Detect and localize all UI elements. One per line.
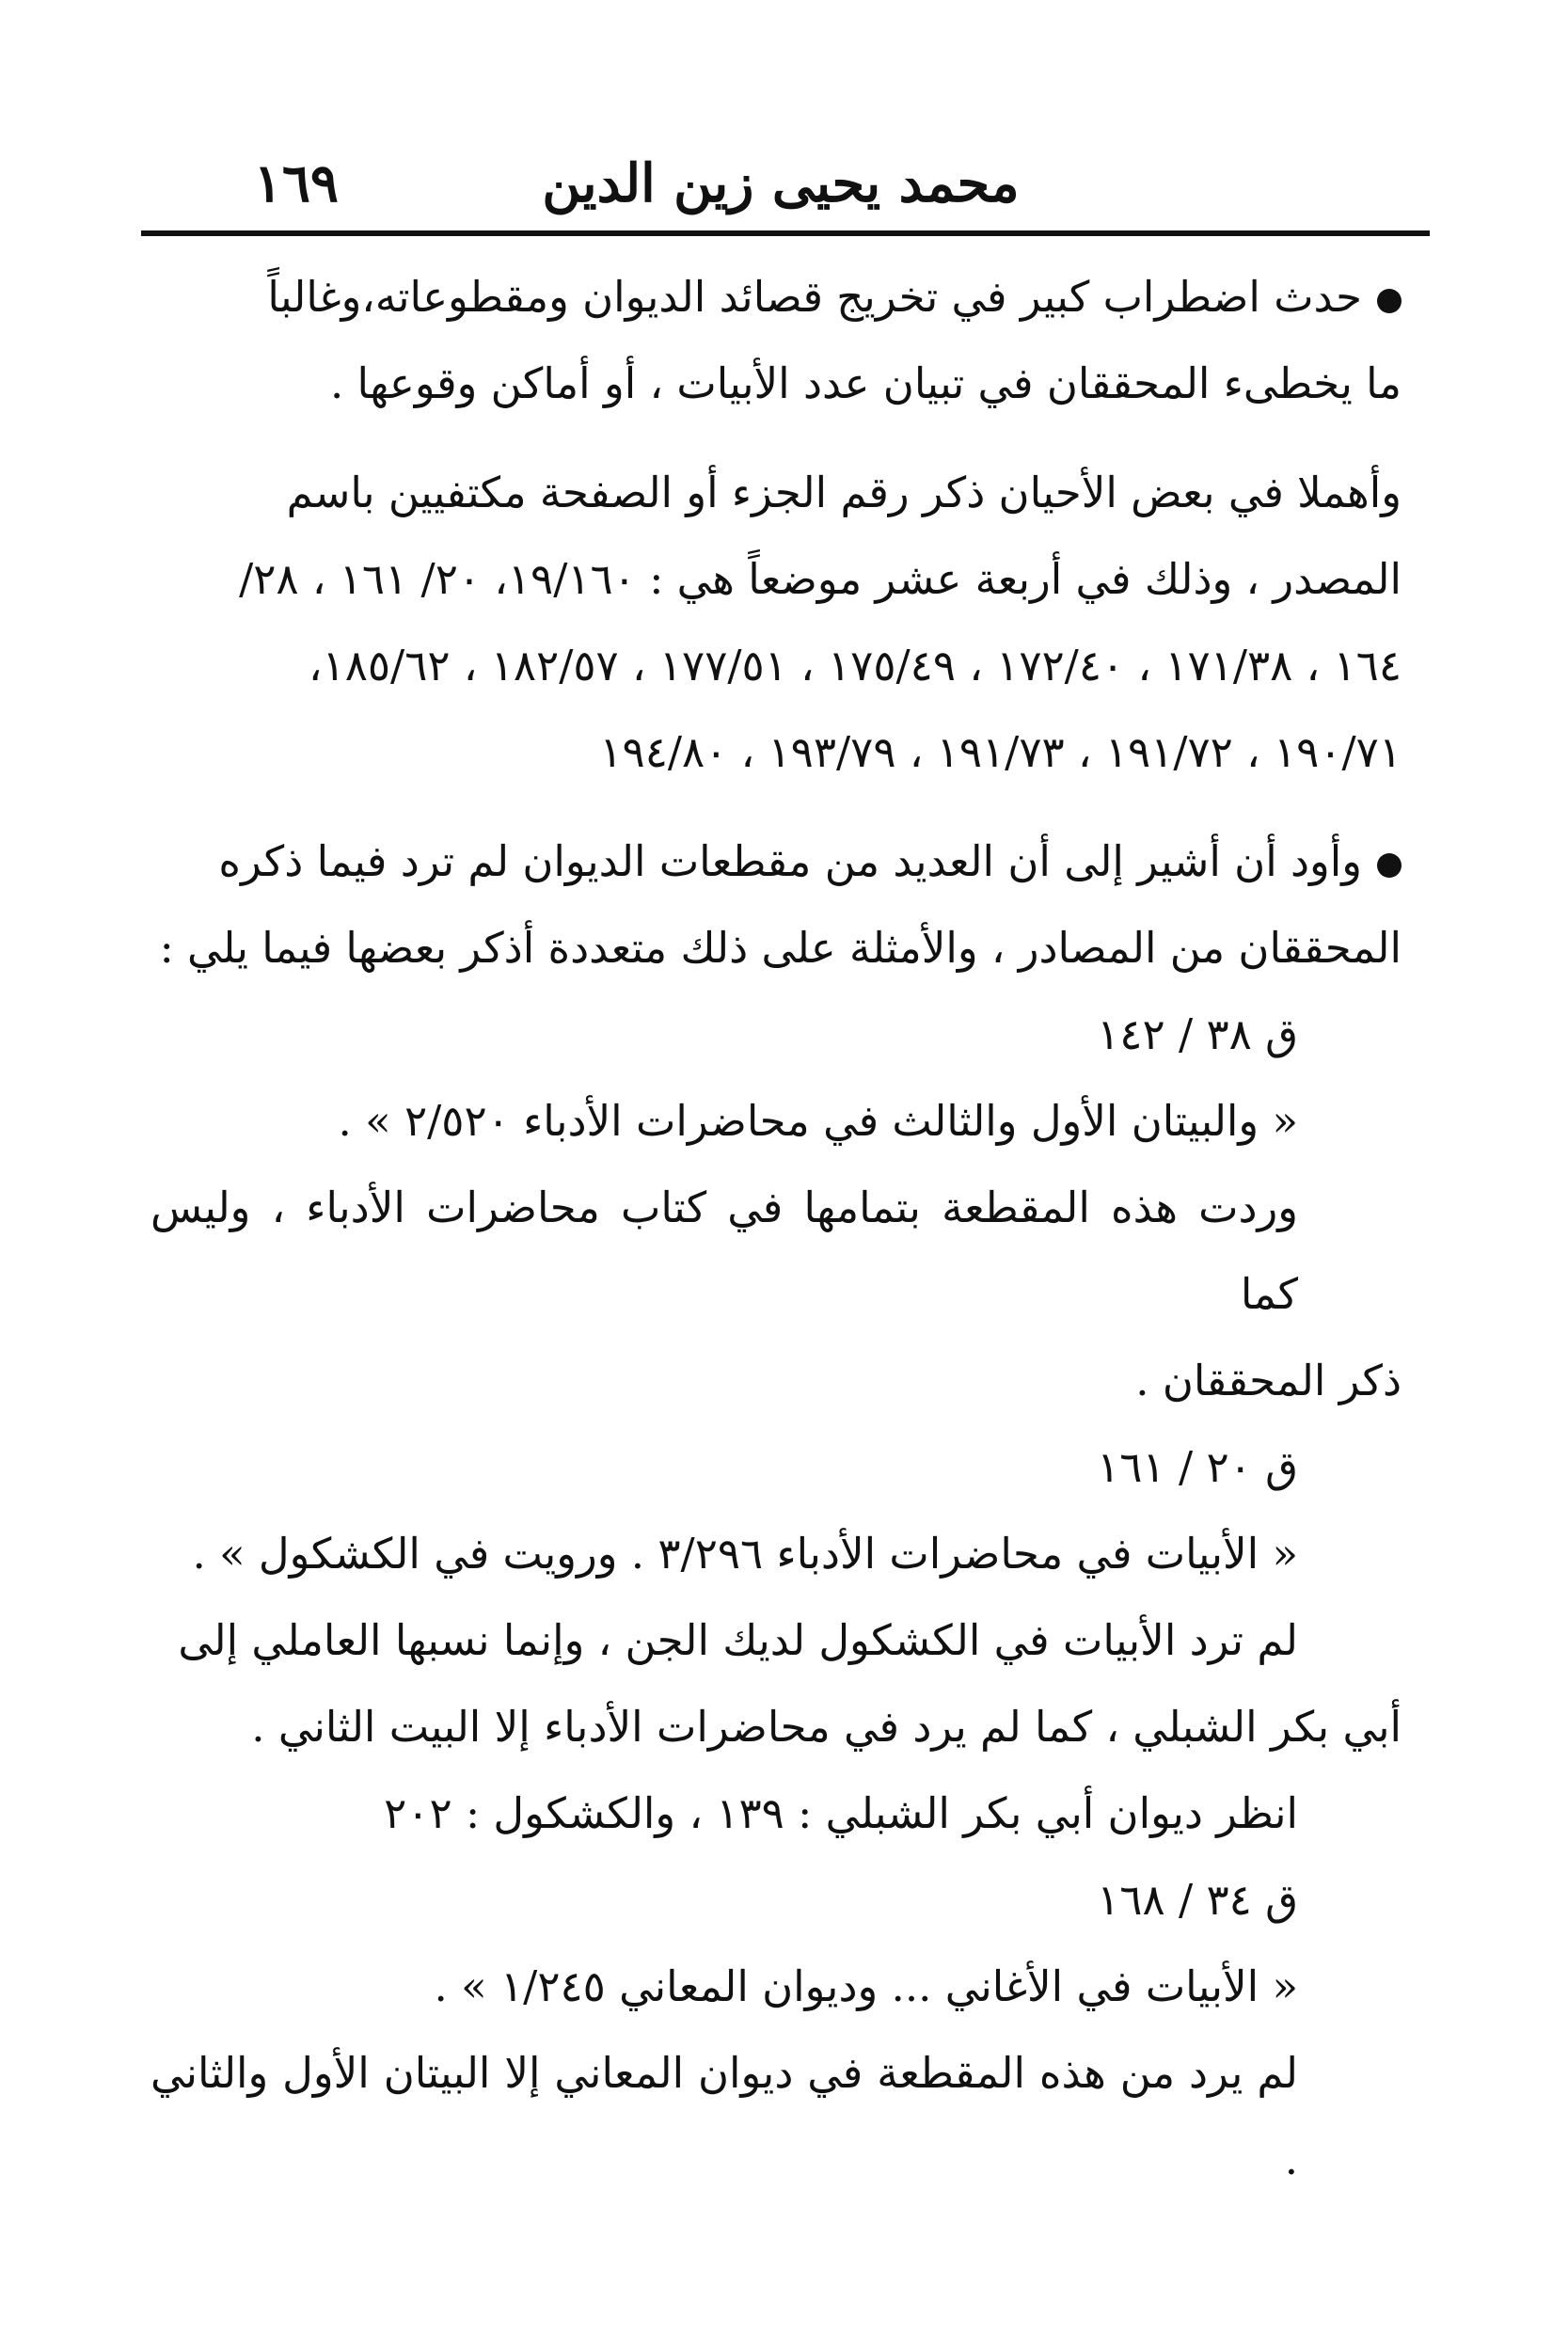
entry-3-quote: « الأبيات في الأغاني ... وديوان المعاني ١/٢٤٥ » .: [434, 1961, 1298, 2011]
book-page: [141, 113, 1430, 2277]
paragraph-1-line-1: [150, 254, 1402, 341]
page-number: ١٦٩: [253, 152, 339, 214]
paragraph-text: وأود أن أشير إلى أن العديد من مقطعات الديوان لم ترد فيما ذكره: [218, 836, 1362, 886]
paragraph-2-line-3: ١٦٤ ، ١٧١/٣٨ ، ١٧٢/٤٠ ، ١٧٥/٤٩ ، ١٧٧/٥١ ، ١٨٢/٥٧ ، ١٨٥/٦٢،: [309, 641, 1402, 690]
page-body: [150, 254, 1402, 2203]
paragraph-3-line-2: المحققان من المصادر ، والأمثلة على ذلك متعددة أذكر بعضها فيما يلي :: [159, 923, 1402, 973]
paragraph-3-line-1: [150, 818, 1402, 905]
bullet-icon: [1377, 289, 1402, 313]
paragraph-2-line-2: المصدر ، وذلك في أربعة عشر موضعاً هي : ١٩/١٦٠، ٢٠/ ١٦١ ، ٢٨/: [239, 554, 1402, 604]
bullet-icon: [1377, 853, 1402, 878]
entry-2-comment-line-3: انظر ديوان أبي بكر الشبلي : ١٣٩ ، والكشكول : ٢٠٢: [384, 1788, 1298, 1838]
running-title: محمد يحيى زين الدين: [542, 152, 1020, 214]
entry-2-comment-line-1: لم ترد الأبيات في الكشكول لديك الجن ، وإنما نسبها العاملي إلى: [178, 1615, 1298, 1665]
paragraph-1-line-2: ما يخطىء المحققان في تبيان عدد الأبيات ، أو أماكن وقوعها .: [329, 358, 1402, 408]
paragraph-text: حدث اضطراب كبير في تخريج قصائد الديوان ومقطوعاته،وغالباً: [267, 272, 1362, 322]
paragraph-2-line-4: ١٩٠/٧١ ، ١٩١/٧٢ ، ١٩١/٧٣ ، ١٩٣/٧٩ ، ١٩٤/٨٠: [599, 727, 1402, 777]
header-rule: [141, 230, 1430, 236]
entry-2-reference: ق ٢٠ / ١٦١: [1097, 1442, 1298, 1492]
entry-1-comment-line-2: ذكر المحققان .: [1135, 1356, 1402, 1405]
entry-3-reference: ق ٣٤ / ١٦٨: [1097, 1875, 1298, 1925]
entry-1-comment-line-1: وردت هذه المقطعة بتمامها في كتاب محاضرات الأدباء ، وليس كما: [150, 1182, 1298, 1319]
entry-3-comment-line-1: لم يرد من هذه المقطعة في ديوان المعاني إلا البيتان الأول والثاني .: [150, 2048, 1298, 2184]
entry-1-reference: ق ٣٨ / ١٤٢: [1097, 1009, 1298, 1059]
paragraph-2-line-1: وأهملا في بعض الأحيان ذكر رقم الجزء أو الصفحة مكتفيين باسم: [286, 468, 1402, 517]
page-header: [141, 141, 1420, 235]
entry-2-comment-line-2: أبي بكر الشبلي ، كما لم يرد في محاضرات الأدباء إلا البيت الثاني .: [251, 1702, 1402, 1752]
entry-2-quote: « الأبيات في محاضرات الأدباء ٣/٢٩٦ . ورويت في الكشكول » .: [192, 1529, 1298, 1579]
entry-1-quote: « والبيتان الأول والثالث في محاضرات الأدباء ٢/٥٢٠ » .: [338, 1096, 1298, 1146]
